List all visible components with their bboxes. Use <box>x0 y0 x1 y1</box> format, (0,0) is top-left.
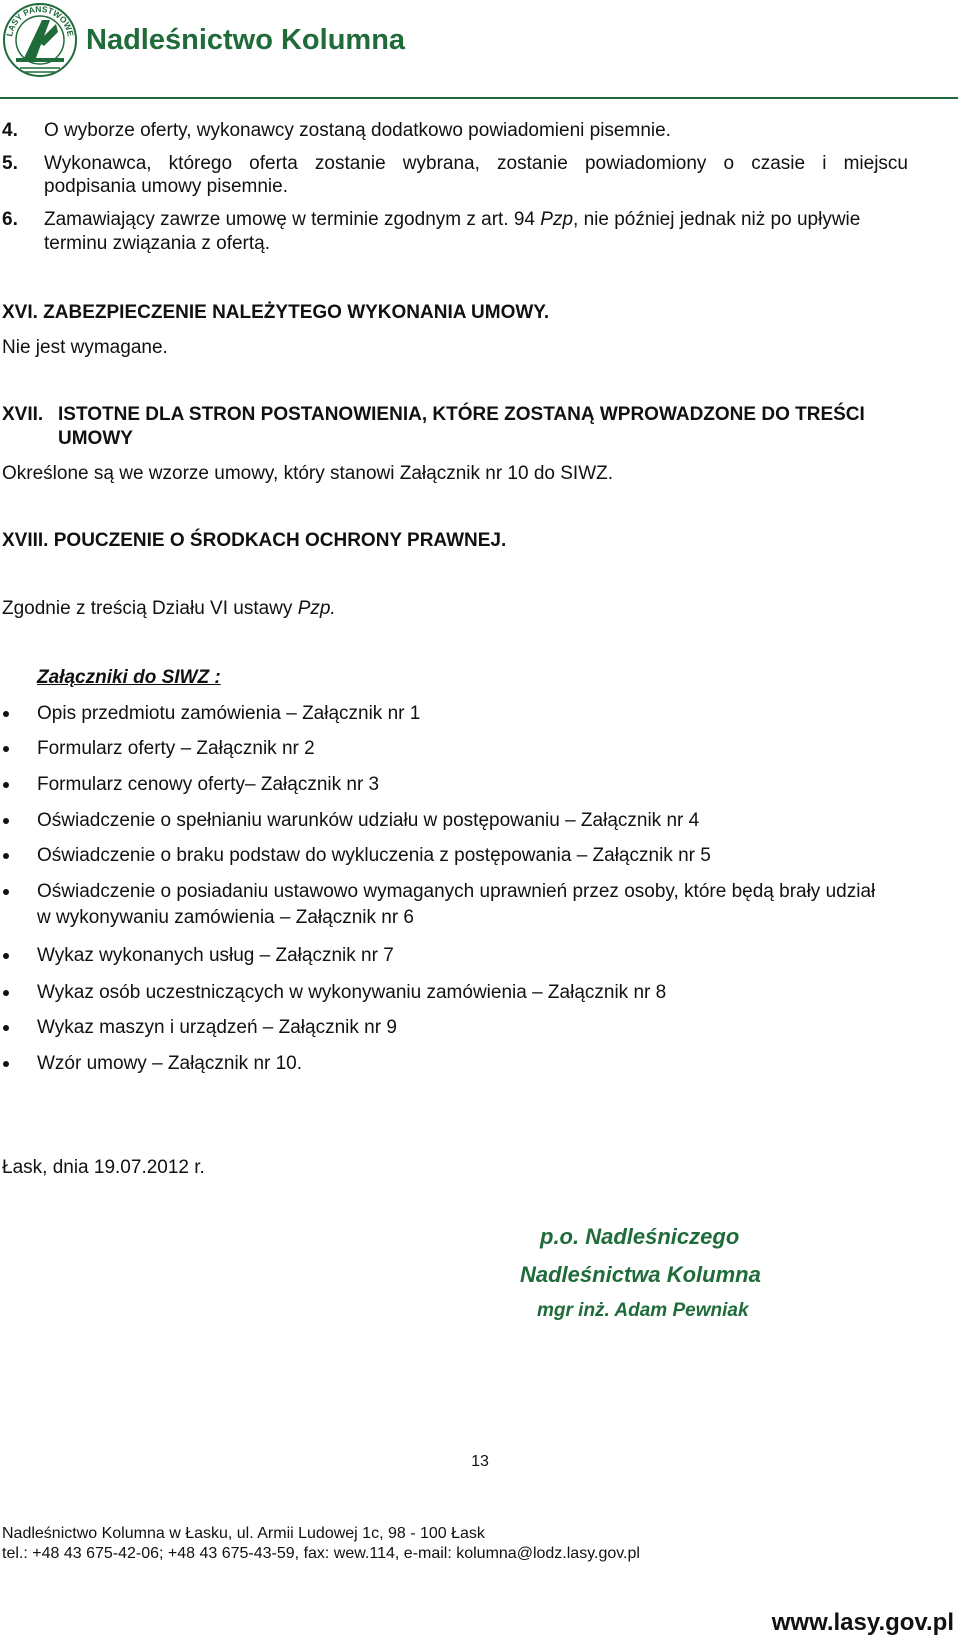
item-6-number: 6. <box>2 209 18 230</box>
attachment-item-4: Oświadczenie o spełnianiu warunków udziału w postępowaniu – Załącznik nr 4 <box>37 810 700 831</box>
bullet-icon <box>3 711 9 717</box>
date-line: Łask, dnia 19.07.2012 r. <box>2 1157 205 1178</box>
item-5-number: 5. <box>2 153 18 174</box>
attachment-item-9: Wykaz maszyn i urządzeń – Załącznik nr 9 <box>37 1017 397 1038</box>
bullet-icon <box>3 1025 9 1031</box>
section-xvii-title-line2: UMOWY <box>58 428 133 449</box>
section-xviii-text-a: Zgodnie z treścią Działu VI ustawy <box>2 598 298 619</box>
attachment-item-7: Wykaz wykonanych usług – Załącznik nr 7 <box>37 945 394 966</box>
signature-name: mgr inż. Adam Pewniak <box>537 1300 749 1321</box>
item-5-text-line2: podpisania umowy pisemnie. <box>44 176 288 197</box>
lasy-panstwowe-logo <box>2 2 78 78</box>
signature-line2: Nadleśnictwa Kolumna <box>520 1262 761 1287</box>
footer-contact: tel.: +48 43 675-42-06; +48 43 675-43-59, fax: wew.114, e-mail: kolumna@lodz.lasy.gov.pl <box>2 1545 640 1562</box>
page-number: 13 <box>471 1453 489 1470</box>
item-5-text-line1: Wykonawca, którego oferta zostanie wybrana, zostanie powiadomiony o czasie i miejscu <box>44 153 908 174</box>
attachment-item-8: Wykaz osób uczestniczących w wykonywaniu zamówienia – Załącznik nr 8 <box>37 982 667 1003</box>
item-6-text-a: Zamawiający zawrze umowę w terminie zgodnym z art. 94 <box>44 209 541 230</box>
attachment-item-10: Wzór umowy – Załącznik nr 10. <box>37 1053 303 1074</box>
attachments-heading: Załączniki do SIWZ : <box>37 667 221 688</box>
attachment-item-6-line2: w wykonywaniu zamówienia – Załącznik nr 6 <box>37 907 414 928</box>
attachment-item-6-line1: Oświadczenie o posiadaniu ustawowo wymaganych uprawnień przez osoby, które będą brały udział <box>37 881 876 902</box>
item-4-number: 4. <box>2 120 18 141</box>
section-xvii-number: XVII. <box>2 404 44 425</box>
section-xviii-title: XVIII. POUCZENIE O ŚRODKACH OCHRONY PRAWNEJ. <box>2 530 507 551</box>
section-xvii-text: Określone są we wzorze umowy, który stanowi Załącznik nr 10 do SIWZ. <box>2 463 614 484</box>
bullet-icon <box>3 782 9 788</box>
item-6-text-c: , nie później jednak niż po upływie <box>573 209 861 230</box>
item-6-text-line1 <box>44 207 860 233</box>
item-4-text: O wyborze oferty, wykonawcy zostaną dodatkowo powiadomieni pisemnie. <box>44 120 671 141</box>
bullet-icon <box>3 953 9 959</box>
header-title: Nadleśnictwo Kolumna <box>86 24 406 56</box>
item-6-text-pzp: Pzp <box>540 209 574 230</box>
bullet-icon <box>3 1061 9 1067</box>
footer-address: Nadleśnictwo Kolumna w Łasku, ul. Armii Ludowej 1c, 98 - 100 Łask <box>2 1525 485 1542</box>
footer-website: www.lasy.gov.pl <box>771 1609 954 1636</box>
bullet-icon <box>3 990 9 996</box>
bullet-icon <box>3 889 9 895</box>
signature-line1: p.o. Nadleśniczego <box>540 1224 740 1249</box>
attachment-item-1: Opis przedmiotu zamówienia – Załącznik nr 1 <box>37 703 421 724</box>
attachment-item-5: Oświadczenie o braku podstaw do wykluczenia z postępowania – Załącznik nr 5 <box>37 845 711 866</box>
bullet-icon <box>3 818 9 824</box>
attachment-item-3: Formularz cenowy oferty– Załącznik nr 3 <box>37 774 380 795</box>
section-xvi-text: Nie jest wymagane. <box>2 337 168 358</box>
attachment-item-2: Formularz oferty – Załącznik nr 2 <box>37 738 315 759</box>
section-xviii-text-pzp: Pzp. <box>297 598 336 619</box>
section-xvii-title-line1: ISTOTNE DLA STRON POSTANOWIENIA, KTÓRE ZOSTANĄ WPROWADZONE DO TREŚCI <box>58 404 865 425</box>
bullet-icon <box>3 853 9 859</box>
bullet-icon <box>3 746 9 752</box>
section-xviii-text <box>2 596 336 622</box>
item-6-text-line2: terminu związania z ofertą. <box>44 233 270 254</box>
logo-text: LASY PAŃSTWOWE <box>4 3 76 38</box>
section-xvi-title: XVI. ZABEZPIECZENIE NALEŻYTEGO WYKONANIA UMOWY. <box>2 302 550 323</box>
header-rule <box>0 97 958 99</box>
